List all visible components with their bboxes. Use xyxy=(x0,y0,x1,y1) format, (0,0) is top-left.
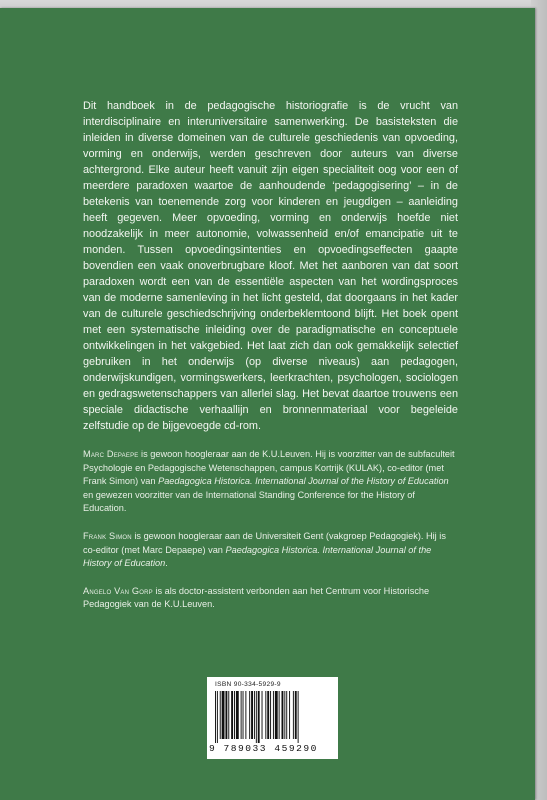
author-name: Frank Simon xyxy=(83,530,132,541)
ean-digits: 9 789033 459290 xyxy=(209,743,318,754)
bio-text: is gewoon hoogleraar aan de Universiteit Gent (vakgroep Pedagogiek). Hij is co-editor (met Marc Depaepe) van xyxy=(83,530,446,555)
bio-angelo-van-gorp xyxy=(83,585,458,612)
bio-marc-depaepe xyxy=(83,448,458,516)
journal-title: Paedagogica Historica. International Journal of the History of Education xyxy=(83,544,432,569)
blurb-paragraph: Dit handboek in de pedagogische historiografie is de vrucht van interdisciplinaire en interuniversitaire samenwerking. De basisteksten die inleiden in diverse domeinen van de culturele geschiedenis van opvoeding, vorming en onderwijs, werden geschreven door auteurs van diverse achtergrond. Elke auteur heeft vanuit zijn eigen specialiteit oog voor een of meerdere paradoxen waartoe de aanhoudende ‘pedagogisering’ – in de betekenis van toenemende zorg voor kinderen en jeugdigen – aanleiding heeft gegeven. Meer opvoeding, vorming en onderwijs hoefde niet noodzakelijk in meer autonomie, volwassenheid en/of emancipatie uit te monden. Tussen opvoedingsintenties en opvoedingseffecten gaapte bovendien een vaak onoverbrugbare kloof. Met het aanboren van dat soort paradoxen wordt een van de essentiële aspecten van het wordingsproces van de moderne samenleving in het licht gesteld, dat doorgaans in het kader van de culturele geschiedschrijving onderbeklemtoond blijft. Het boek opent met een systematische inleiding over de paradigmatische en conceptuele ontwikkelingen in het vakgebied. Het laat zich dan ook gemakkelijk selectief gebruiken in het onderwijs (op diverse niveaus) aan pedagogen, onderwijskundigen, vormingswerkers, leerkrachten, psychologen, sociologen en gedragswetenschappers van allerlei slag. Het bevat daartoe trouwens een speciale didactische verhaallijn en bronnenmateriaal voor begeleide zelfstudie op de bijgevoegde cd-rom. xyxy=(83,100,458,432)
author-name: Angelo Van Gorp xyxy=(83,585,153,596)
bio-text: en gewezen voorzitter van de International Standing Conference for the History of Education. xyxy=(83,489,415,514)
barcode-panel xyxy=(207,677,338,759)
back-cover xyxy=(0,8,535,800)
bio-text: is gewoon hoogleraar aan de K.U.Leuven. Hij is voorzitter van de subfaculteit Psychologie en Pedagogische Wetenschappen, campus Kortrijk (KULAK), co-editor (met Frank Simon) van xyxy=(83,449,455,487)
journal-title: Paedagogica Historica. International Journal of the History of Education xyxy=(158,476,449,487)
isbn-label: ISBN 90-334-5929-9 xyxy=(215,681,281,688)
bio-text: is als doctor-assistent verbonden aan het Centrum voor Historische Pedagogiek van de K.U.Leuven. xyxy=(83,585,430,610)
bio-frank-simon xyxy=(83,530,458,571)
author-name: Marc Depaepe xyxy=(83,449,139,459)
author-bios xyxy=(83,448,458,626)
barcode-bars-graphic xyxy=(213,691,332,743)
bio-text: . xyxy=(165,558,168,569)
